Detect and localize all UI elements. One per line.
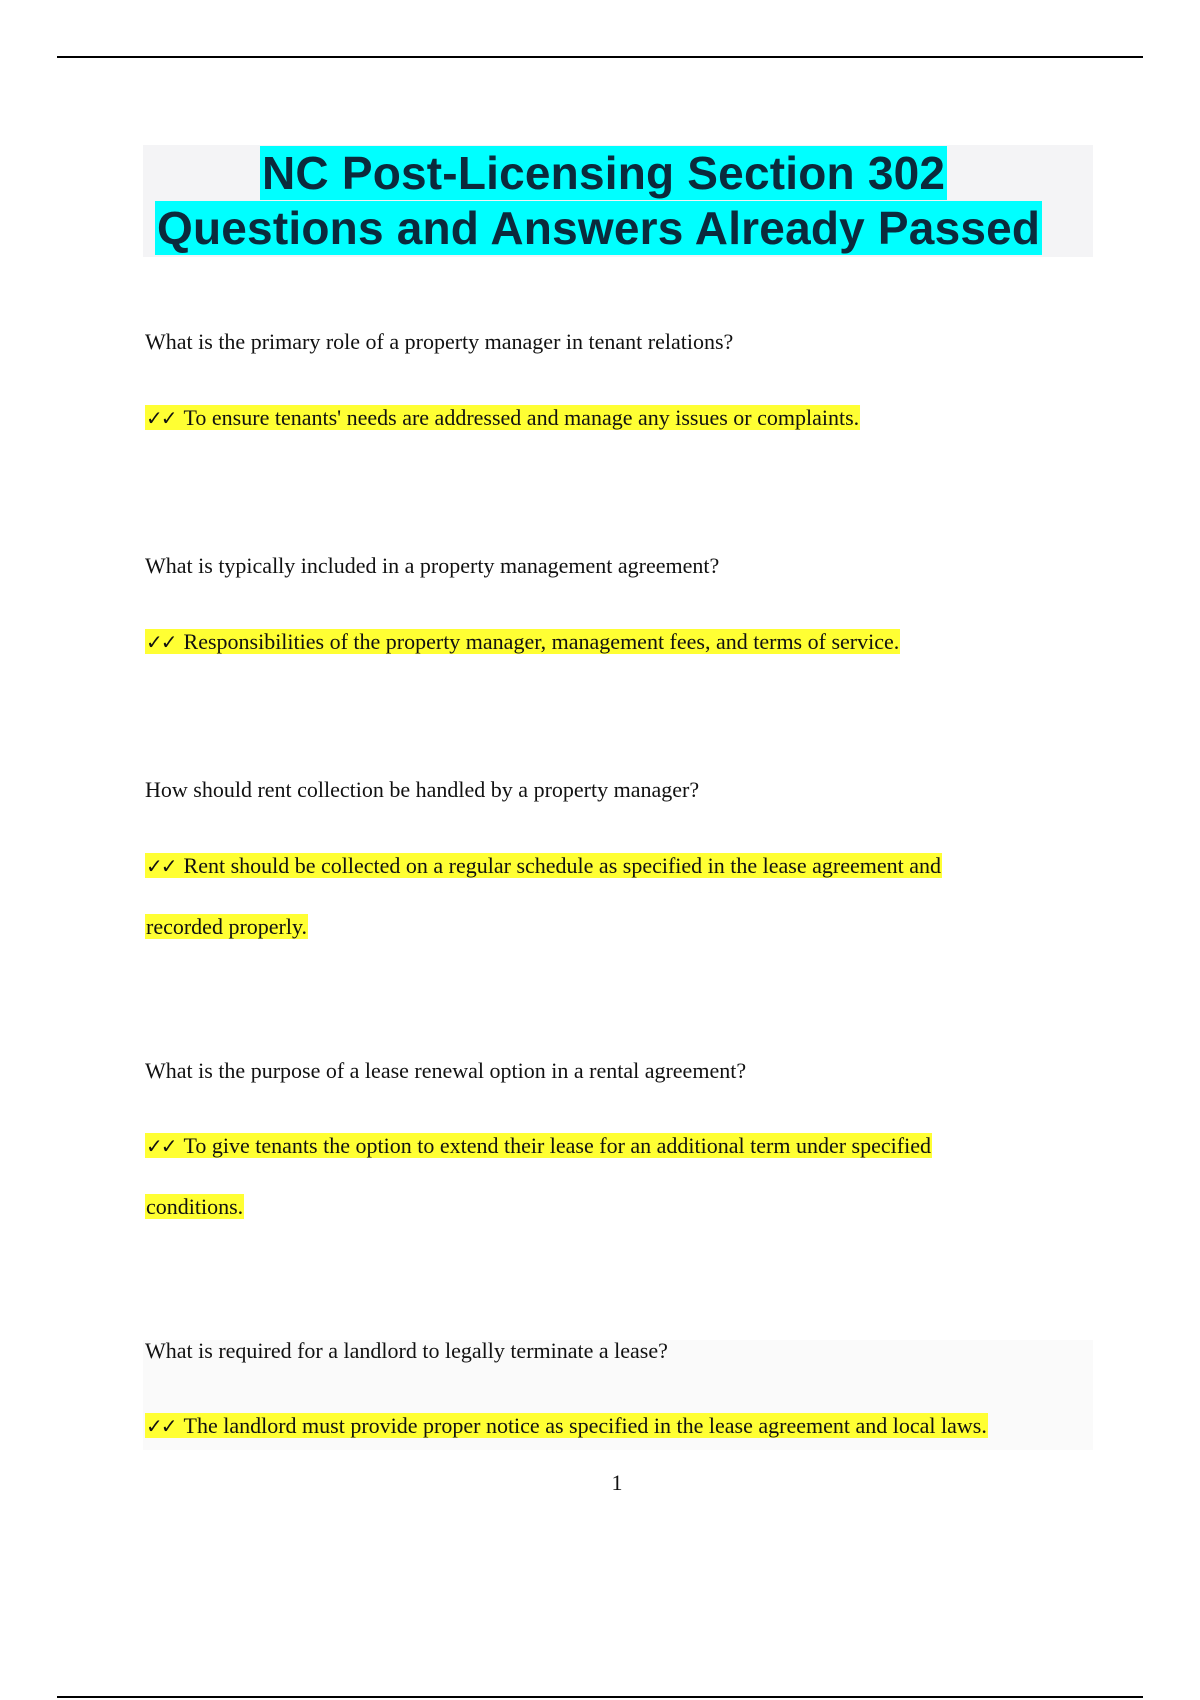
answer-4 — [145, 1131, 932, 1161]
answer-5 — [145, 1411, 988, 1441]
answer-3-line-1: Rent should be collected on a regular schedule as specified in the lease agreement and — [183, 853, 941, 878]
answer-4-continuation — [145, 1192, 244, 1222]
check-icon: ✓✓ — [146, 406, 176, 430]
header-rule — [57, 56, 1143, 58]
check-icon: ✓✓ — [146, 1134, 176, 1158]
answer-1 — [145, 403, 860, 433]
question-1: What is the primary role of a property manager in tenant relations? — [145, 329, 734, 354]
question-5: What is required for a landlord to legally terminate a lease? — [145, 1338, 668, 1363]
answer-5-line-1: The landlord must provide proper notice as specified in the lease agreement and local laws. — [183, 1413, 987, 1438]
answer-3-continuation — [145, 912, 308, 942]
check-icon: ✓✓ — [146, 1414, 176, 1438]
answer-2 — [145, 627, 900, 657]
question-3: How should rent collection be handled by a property manager? — [145, 777, 700, 802]
check-icon: ✓✓ — [146, 854, 176, 878]
question-4: What is the purpose of a lease renewal option in a rental agreement? — [145, 1058, 747, 1083]
footer-rule — [57, 1696, 1143, 1698]
check-icon: ✓✓ — [146, 630, 176, 654]
document-title-line-1: NC Post-Licensing Section 302 — [262, 147, 946, 199]
answer-3 — [145, 851, 942, 881]
answer-4-line-1: To give tenants the option to extend their lease for an additional term under specified — [183, 1133, 931, 1158]
document-title-line-2: Questions and Answers Already Passed — [157, 202, 1041, 254]
answer-1-line-1: To ensure tenants' needs are addressed and manage any issues or complaints. — [183, 405, 860, 430]
answer-4-line-2: conditions. — [146, 1194, 244, 1219]
question-2: What is typically included in a property management agreement? — [145, 553, 720, 578]
answer-3-line-2: recorded properly. — [146, 914, 308, 939]
answer-2-line-1: Responsibilities of the property manager, management fees, and terms of service. — [183, 629, 900, 654]
page-number: 1 — [611, 1470, 623, 1495]
